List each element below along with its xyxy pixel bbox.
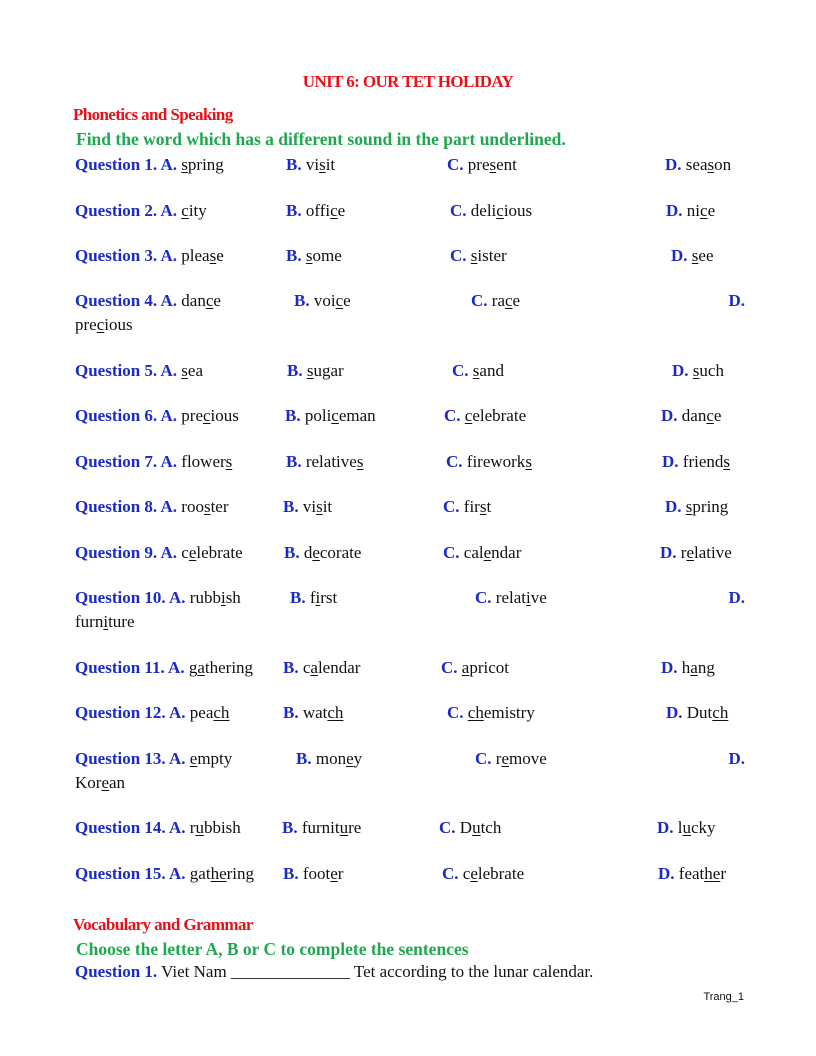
option-letter: C.: [443, 497, 460, 516]
option-c: C. fireworks: [446, 452, 532, 471]
option-d: D. Dutch: [666, 703, 729, 722]
option-b: B. furniture: [282, 818, 362, 837]
underlined-part: c: [330, 201, 338, 220]
underlined-part: s: [225, 452, 233, 471]
option-letter: C.: [450, 201, 467, 220]
option-a: Question 2. A. city: [75, 201, 207, 220]
underlined-part: e: [189, 749, 198, 768]
underlined-part: c: [700, 201, 708, 220]
option-a: Question 9. A. celebrate: [75, 543, 243, 562]
underlined-part: e: [330, 864, 338, 883]
underlined-part: i: [103, 612, 109, 631]
underlined-part: s: [685, 497, 693, 516]
option-b: B. footer: [283, 864, 344, 883]
underlined-part: e: [470, 864, 478, 883]
option-c: C. sister: [450, 246, 507, 265]
underlined-part: u: [195, 818, 204, 837]
underlined-part: c: [96, 315, 105, 334]
option-d: D. lucky: [657, 818, 716, 837]
question-label: Question 3. A.: [75, 246, 178, 265]
option-d: [728, 747, 745, 771]
option-letter: D.: [661, 406, 678, 425]
option-d: D. hang: [661, 658, 715, 677]
option-letter: B.: [283, 658, 299, 677]
underlined-part: e: [686, 543, 694, 562]
option-b: B. visit: [286, 155, 336, 174]
option-a: Question 14. A. rubbish: [75, 818, 241, 837]
option-letter: B.: [283, 864, 299, 883]
underlined-part: s: [356, 452, 364, 471]
underlined-part: i: [315, 588, 321, 607]
option-a: Question 10. A. rubbish: [75, 588, 241, 607]
question-label: Question 1. A.: [75, 155, 178, 174]
question-label: Question 12. A.: [75, 703, 186, 722]
underlined-part: s: [489, 155, 497, 174]
option-letter: C.: [443, 543, 460, 562]
option-b: B. visit: [283, 497, 333, 516]
question-label: Question 13. A.: [75, 749, 186, 768]
option-c: C. chemistry: [447, 703, 535, 722]
instruction-phonetics: Find the word which has a different sound in the part underlined.: [76, 129, 566, 149]
option-letter: D.: [666, 201, 683, 220]
option-a: Question 6. A. precious: [75, 406, 239, 425]
underlined-part: s: [181, 361, 188, 380]
option-a: Question 13. A. empty: [75, 749, 233, 768]
underlined-part: c: [203, 406, 211, 425]
option-d-word: precious: [75, 315, 133, 334]
underlined-part: ch: [467, 703, 484, 722]
page-number: Trang_1: [703, 991, 744, 1003]
underlined-part: c: [331, 406, 339, 425]
underlined-part: a: [310, 658, 318, 677]
option-letter: B.: [296, 749, 312, 768]
option-a: Question 3. A. please: [75, 246, 224, 265]
option-c: C. first: [443, 497, 492, 516]
option-letter: B.: [283, 497, 299, 516]
option-b: B. relatives: [286, 452, 364, 471]
option-letter: C.: [452, 361, 469, 380]
question-label: Question 1.: [75, 962, 158, 981]
underlined-part: s: [316, 497, 323, 516]
option-letter: C.: [471, 291, 488, 310]
option-letter: D.: [671, 246, 688, 265]
underlined-part: s: [209, 246, 217, 265]
underlined-part: s: [306, 361, 314, 380]
option-letter: C.: [447, 155, 464, 174]
option-c: C. celebrate: [442, 864, 525, 883]
option-d-word: Korean: [75, 773, 126, 792]
underlined-part: c: [505, 291, 513, 310]
option-letter: B.: [283, 703, 299, 722]
question-label: Question 5. A.: [75, 361, 178, 380]
vocab-question-1: [75, 962, 593, 982]
underlined-part: s: [525, 452, 532, 471]
underlined-part: i: [220, 588, 226, 607]
section-heading-vocabulary: Vocabulary and Grammar: [73, 915, 253, 934]
underlined-part: he: [704, 864, 721, 883]
option-d: D. dance: [661, 406, 722, 425]
underlined-part: e: [501, 749, 509, 768]
option-letter: B.: [287, 361, 303, 380]
option-letter: C.: [439, 818, 456, 837]
option-letter: C.: [446, 452, 463, 471]
option-letter: D.: [662, 452, 679, 471]
option-b: B. decorate: [284, 543, 362, 562]
underlined-part: c: [496, 201, 504, 220]
option-c: C. celebrate: [444, 406, 527, 425]
option-letter: D.: [660, 543, 677, 562]
option-letter: D.: [728, 291, 745, 310]
underlined-part: he: [210, 864, 227, 883]
underlined-part: e: [483, 543, 492, 562]
option-a: Question 11. A. gathering: [75, 658, 254, 677]
question-label: Question 11. A.: [75, 658, 185, 677]
underlined-part: u: [339, 818, 349, 837]
underlined-part: s: [691, 246, 699, 265]
option-d: D. friends: [662, 452, 730, 471]
underlined-part: s: [707, 155, 715, 174]
option-letter: C.: [444, 406, 461, 425]
option-letter: C.: [442, 864, 459, 883]
option-c: C. relative: [475, 588, 547, 607]
question-label: Question 2. A.: [75, 201, 178, 220]
underlined-part: e: [188, 543, 197, 562]
underlined-part: s: [692, 361, 700, 380]
underlined-part: e: [101, 773, 109, 792]
option-c: C. sand: [452, 361, 504, 380]
underlined-part: ch: [327, 703, 344, 722]
instruction-vocabulary: Choose the letter A, B or C to complete the sentences: [76, 939, 469, 959]
underlined-part: c: [205, 291, 214, 310]
underlined-part: s: [181, 155, 188, 174]
option-letter: D.: [661, 658, 678, 677]
option-c: C. apricot: [441, 658, 509, 677]
option-b: B. sugar: [287, 361, 344, 380]
option-b: B. watch: [283, 703, 344, 722]
question-label: Question 15. A.: [75, 864, 186, 883]
option-d: D. relative: [660, 543, 732, 562]
option-letter: D.: [658, 864, 675, 883]
question-label: Question 4. A.: [75, 291, 178, 310]
underlined-part: u: [472, 818, 481, 837]
option-letter: B.: [284, 543, 300, 562]
section-heading-phonetics: Phonetics and Speaking: [73, 105, 233, 124]
option-letter: D.: [665, 155, 682, 174]
option-letter: B.: [282, 818, 298, 837]
underlined-part: s: [723, 452, 730, 471]
option-b: B. office: [286, 201, 346, 220]
option-letter: B.: [286, 201, 302, 220]
option-b: B. policeman: [285, 406, 376, 425]
underlined-part: u: [682, 818, 692, 837]
option-c: C. calendar: [443, 543, 522, 562]
underlined-part: s: [479, 497, 487, 516]
option-letter: B.: [286, 452, 302, 471]
underlined-part: e: [346, 749, 354, 768]
option-letter: C.: [441, 658, 458, 677]
question-text: Viet Nam ______________ Tet according to the lunar calendar.: [157, 962, 594, 981]
option-d: [728, 289, 745, 313]
underlined-part: a: [461, 658, 470, 677]
option-a: Question 4. A. dance: [75, 291, 221, 310]
underlined-part: s: [305, 246, 313, 265]
option-d: D. nice: [666, 201, 716, 220]
option-b: B. voice: [294, 291, 351, 310]
option-d: D. such: [672, 361, 724, 380]
option-d-word: furniture: [75, 612, 135, 631]
underlined-part: s: [470, 246, 478, 265]
underlined-part: s: [319, 155, 326, 174]
underlined-part: c: [181, 201, 189, 220]
option-letter: C.: [475, 749, 492, 768]
underlined-part: ch: [712, 703, 729, 722]
option-letter: D.: [657, 818, 674, 837]
option-b: B. money: [296, 749, 363, 768]
option-letter: C.: [475, 588, 492, 607]
option-c: C. present: [447, 155, 517, 174]
option-a: Question 7. A. flowers: [75, 452, 233, 471]
option-d: D. see: [671, 246, 714, 265]
option-letter: D.: [666, 703, 683, 722]
underlined-part: i: [525, 588, 531, 607]
option-letter: B.: [286, 246, 302, 265]
option-a: Question 8. A. rooster: [75, 497, 229, 516]
option-letter: D.: [728, 749, 745, 768]
option-letter: C.: [447, 703, 464, 722]
option-d: D. feather: [658, 864, 726, 883]
underlined-part: e: [312, 543, 320, 562]
option-d: D. spring: [665, 497, 729, 516]
option-b: B. some: [286, 246, 342, 265]
question-label: Question 9. A.: [75, 543, 178, 562]
option-c: C. remove: [475, 749, 547, 768]
option-c: C. delicious: [450, 201, 533, 220]
underlined-part: c: [706, 406, 714, 425]
option-a: Question 1. A. spring: [75, 155, 224, 174]
option-letter: B.: [294, 291, 310, 310]
option-letter: B.: [290, 588, 306, 607]
question-label: Question 10. A.: [75, 588, 186, 607]
option-d: D. season: [665, 155, 732, 174]
option-letter: C.: [450, 246, 467, 265]
underlined-part: s: [203, 497, 211, 516]
option-d: [728, 586, 745, 610]
question-label: Question 14. A.: [75, 818, 186, 837]
option-letter: B.: [285, 406, 301, 425]
question-label: Question 8. A.: [75, 497, 178, 516]
question-label: Question 6. A.: [75, 406, 178, 425]
underlined-part: c: [335, 291, 344, 310]
option-letter: D.: [665, 497, 682, 516]
option-a: Question 12. A. peach: [75, 703, 230, 722]
underlined-part: c: [464, 406, 473, 425]
question-label: Question 7. A.: [75, 452, 178, 471]
option-a: Question 5. A. sea: [75, 361, 203, 380]
option-b: B. calendar: [283, 658, 361, 677]
option-c: C. race: [471, 291, 521, 310]
option-letter: D.: [672, 361, 689, 380]
underlined-part: a: [690, 658, 698, 677]
underlined-part: ch: [213, 703, 230, 722]
underlined-part: s: [472, 361, 480, 380]
underlined-part: a: [197, 658, 205, 677]
option-c: C. Dutch: [439, 818, 502, 837]
option-letter: D.: [728, 588, 745, 607]
option-letter: B.: [286, 155, 302, 174]
option-b: B. first: [290, 588, 338, 607]
option-a: Question 15. A. gathering: [75, 864, 254, 883]
unit-title: UNIT 6: OUR TET HOLIDAY: [302, 72, 514, 91]
